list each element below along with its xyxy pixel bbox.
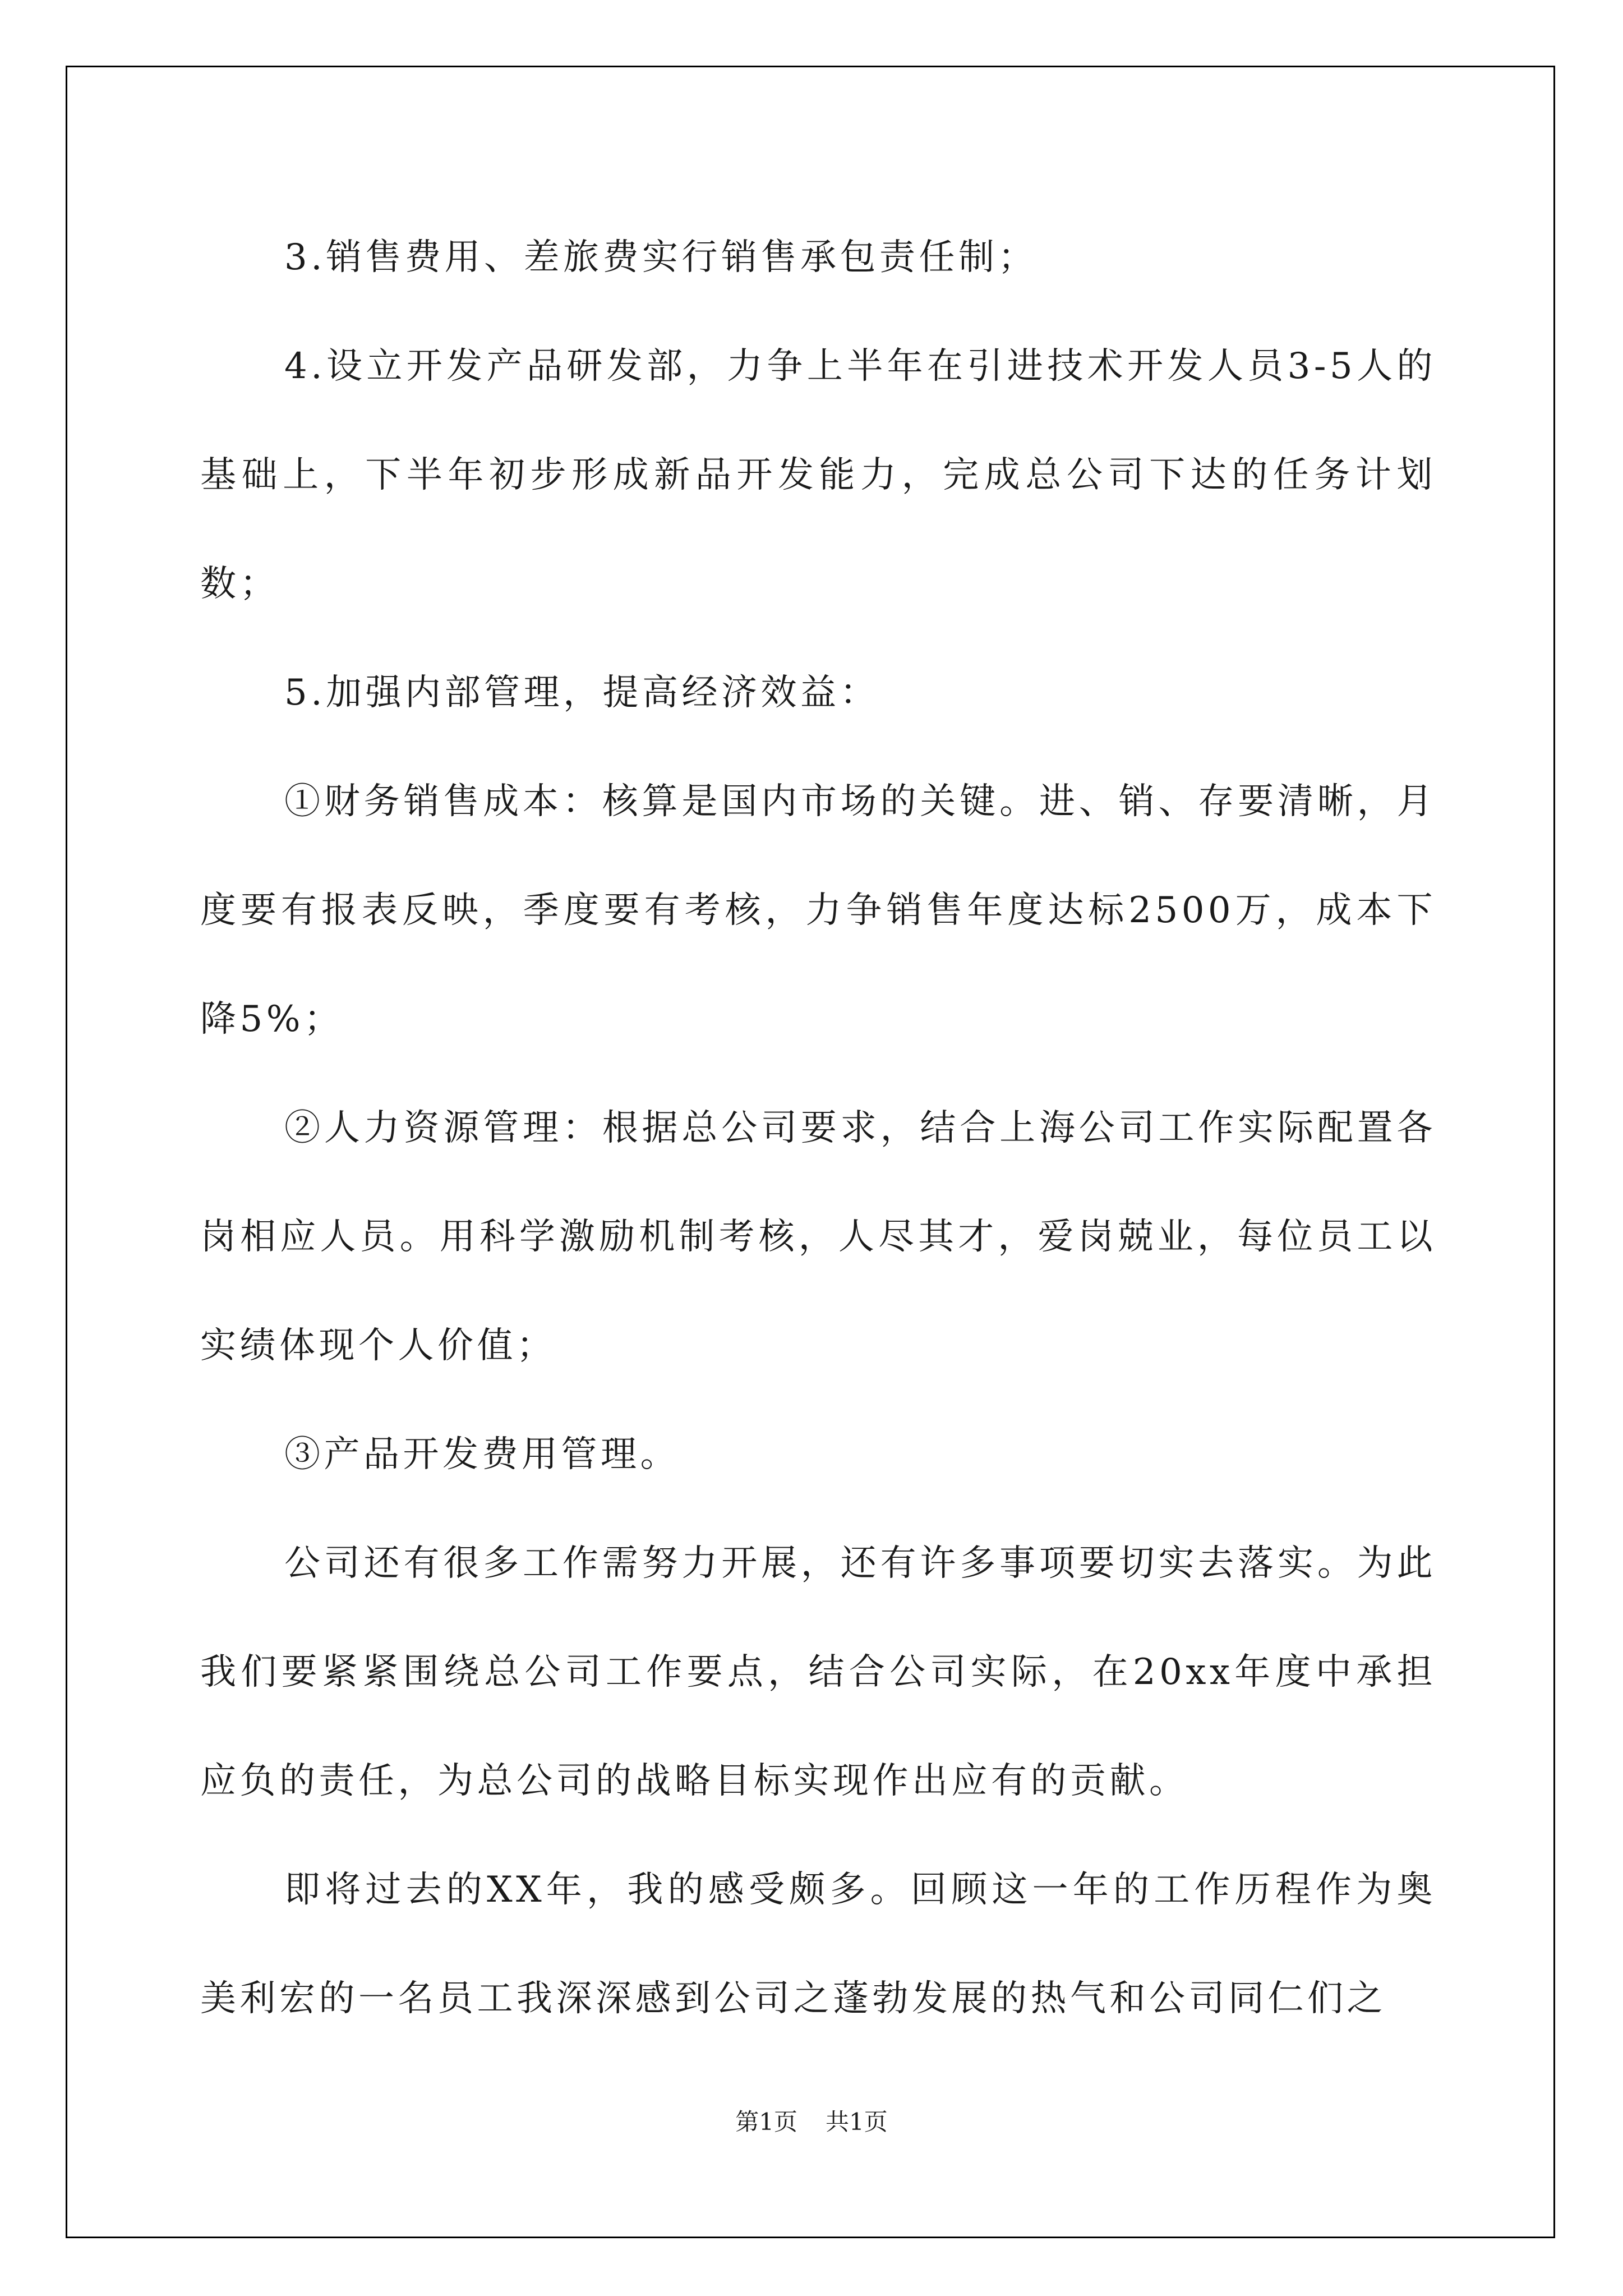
paragraph-5: ②人力资源管理：根据总公司要求，结合上海公司工作实际配置各岗相应人员。用科学激励机制考核，人尽其才，爱岗兢业，每位员工以实绩体现个人价值； (200, 1107, 1436, 1366)
paragraph-1: 3.销售费用、差旅费实行销售承包责任制； (284, 237, 1038, 278)
document-body (200, 203, 1436, 2053)
paragraph-8: 即将过去的XX年，我的感受颇多。回顾这一年的工作历程作为奥美利宏的一名员工我深深感到公司之蓬勃发展的热气和公司同仁们之 (200, 1869, 1436, 2019)
paragraph-3: 5.加强内部管理，提高经济效益： (284, 672, 880, 714)
paragraph-7: 公司还有很多工作需努力开展，还有许多事项要切实去落实。为此我们要紧紧围绕总公司工作要点，结合公司实际，在20xx年度中承担应负的责任，为总公司的战略目标实现作出应有的贡献。 (200, 1543, 1436, 1802)
page-total: 共1页 (826, 2108, 888, 2136)
paragraph-4: ①财务销售成本：核算是国内市场的关键。进、销、存要清晰，月度要有报表反映，季度要有考核，力争销售年度达标2500万，成本下降5%； (200, 781, 1436, 1040)
paragraph-6: ③产品开发费用管理。 (284, 1434, 680, 1475)
page-number: 第1页 (735, 2108, 797, 2136)
paragraph-2: 4.设立开发产品研发部，力争上半年在引进技术开发人员3-5人的基础上，下半年初步形成新品开发能力，完成总公司下达的任务计划数； (200, 346, 1436, 605)
page-footer (0, 2104, 1623, 2137)
